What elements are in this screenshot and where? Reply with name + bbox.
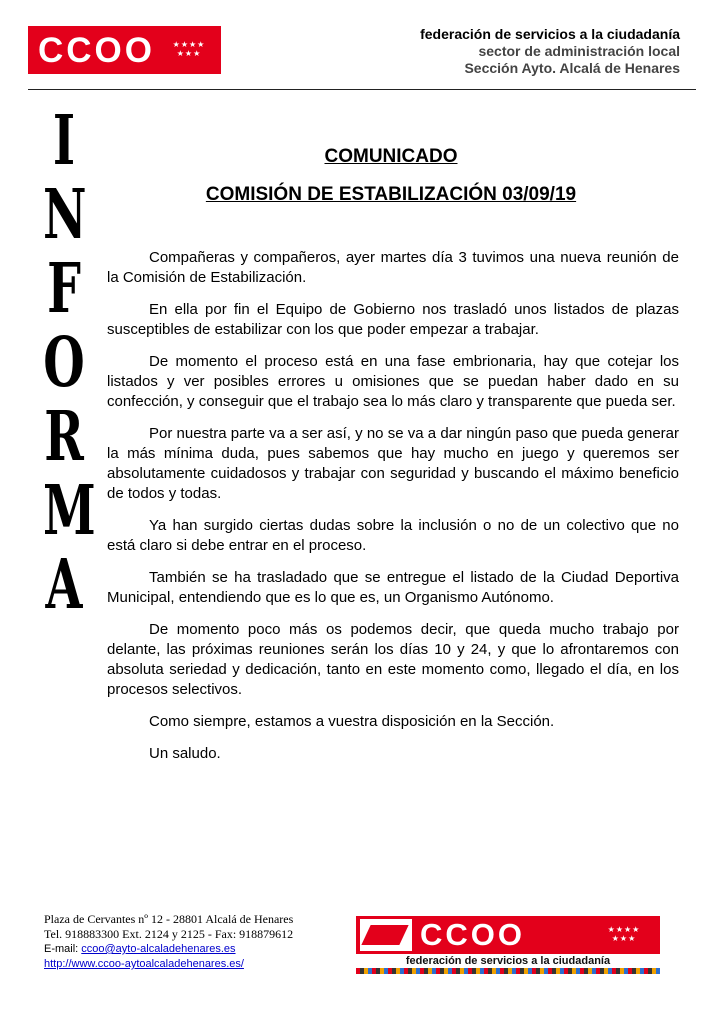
document-title: COMUNICADO	[324, 146, 458, 167]
header-organization	[420, 26, 680, 77]
footer-phone: Tel. 918883300 Ext. 2124 y 2125 - Fax: 918879612	[44, 927, 294, 941]
side-letter: N	[43, 175, 87, 255]
logo-stars-icon: ★★★★ ★★★	[172, 40, 206, 58]
body-paragraph: En ella por fin el Equipo de Gobierno nos trasladó unos listados de plazas susceptibles de estabilizar con los que poder empezar a trabajar.	[107, 301, 679, 338]
header-line-sector: sector de administración local	[478, 43, 680, 59]
footer-website-link[interactable]: http://www.ccoo-aytoalcaladehenares.es/	[44, 958, 244, 970]
side-letter: F	[47, 249, 81, 329]
side-letter: A	[45, 545, 83, 625]
body-paragraph: Como siempre, estamos a vuestra disposición en la Sección.	[149, 713, 555, 730]
footer-logo	[356, 916, 660, 974]
body-paragraph: De momento poco más os podemos decir, que queda mucho trabajo por delante, las próximas reuniones serán los días 10 y 24, y que lo afrontaremos con absoluta seriedad y dedicación, tanto en este momento como, llegado el día, en los procesos selectivos.	[107, 621, 679, 698]
body-paragraph: También se ha trasladado que se entregue el listado de la Ciudad Deportiva Municipal, entendiendo que es lo que es, un Organismo Autónomo.	[107, 569, 679, 606]
side-letter: M	[43, 471, 96, 551]
side-letter: O	[43, 323, 85, 403]
header-line-federation: federación de servicios a la ciudadanía	[420, 26, 680, 42]
document-body	[107, 248, 679, 776]
document-subtitle: COMISIÓN DE ESTABILIZACIÓN 03/09/19	[205, 184, 577, 205]
emblem-icon	[360, 919, 412, 951]
ccoo-logo	[28, 26, 221, 74]
footer-logo-subtitle: federación de servicios a la ciudadanía	[405, 955, 611, 967]
footer-logo-stars-icon: ★★★★ ★★★	[607, 925, 641, 943]
people-strip-icon	[356, 968, 660, 974]
side-letter: R	[44, 397, 84, 477]
footer-email-link[interactable]: ccoo@ayto-alcaladehenares.es	[81, 943, 236, 955]
body-paragraph: Un saludo.	[149, 745, 221, 762]
body-paragraph: Por nuestra parte va a ser así, y no se va a dar ningún paso que pueda generar la más mínima duda, pues sabemos que hay mucho en juego y queremos ser absolutamente cuidadosos y trabajar con seguridad y buscando el máximo beneficio de todos y todas.	[107, 425, 679, 502]
side-letter: I	[52, 101, 76, 181]
footer-contact	[44, 912, 293, 972]
footer-email-label: E-mail:	[44, 943, 82, 955]
footer-logo-text: CCOO	[420, 917, 525, 952]
side-title-informa	[34, 101, 96, 625]
logo-text: CCOO	[38, 30, 155, 70]
header-divider	[28, 89, 696, 90]
footer-email-row	[44, 942, 293, 957]
header-line-section: Sección Ayto. Alcalá de Henares	[464, 60, 680, 76]
footer-website-row	[44, 957, 293, 972]
body-paragraph: De momento el proceso está en una fase embrionaria, hay que cotejar los listados y ver posibles errores u omisiones que se puedan haber dado en su confección, y conseguir que el trabajo sea lo más claro y transparente que pueda ser.	[107, 353, 679, 410]
body-paragraph: Compañeras y compañeros, ayer martes día 3 tuvimos una nueva reunión de la Comisión de Estabilización.	[107, 249, 679, 286]
body-paragraph: Ya han surgido ciertas dudas sobre la inclusión o no de un colectivo que no está claro si debe entrar en el proceso.	[107, 517, 679, 554]
footer-address: Plaza de Cervantes nº 12 - 28801 Alcalá de Henares	[44, 912, 294, 926]
